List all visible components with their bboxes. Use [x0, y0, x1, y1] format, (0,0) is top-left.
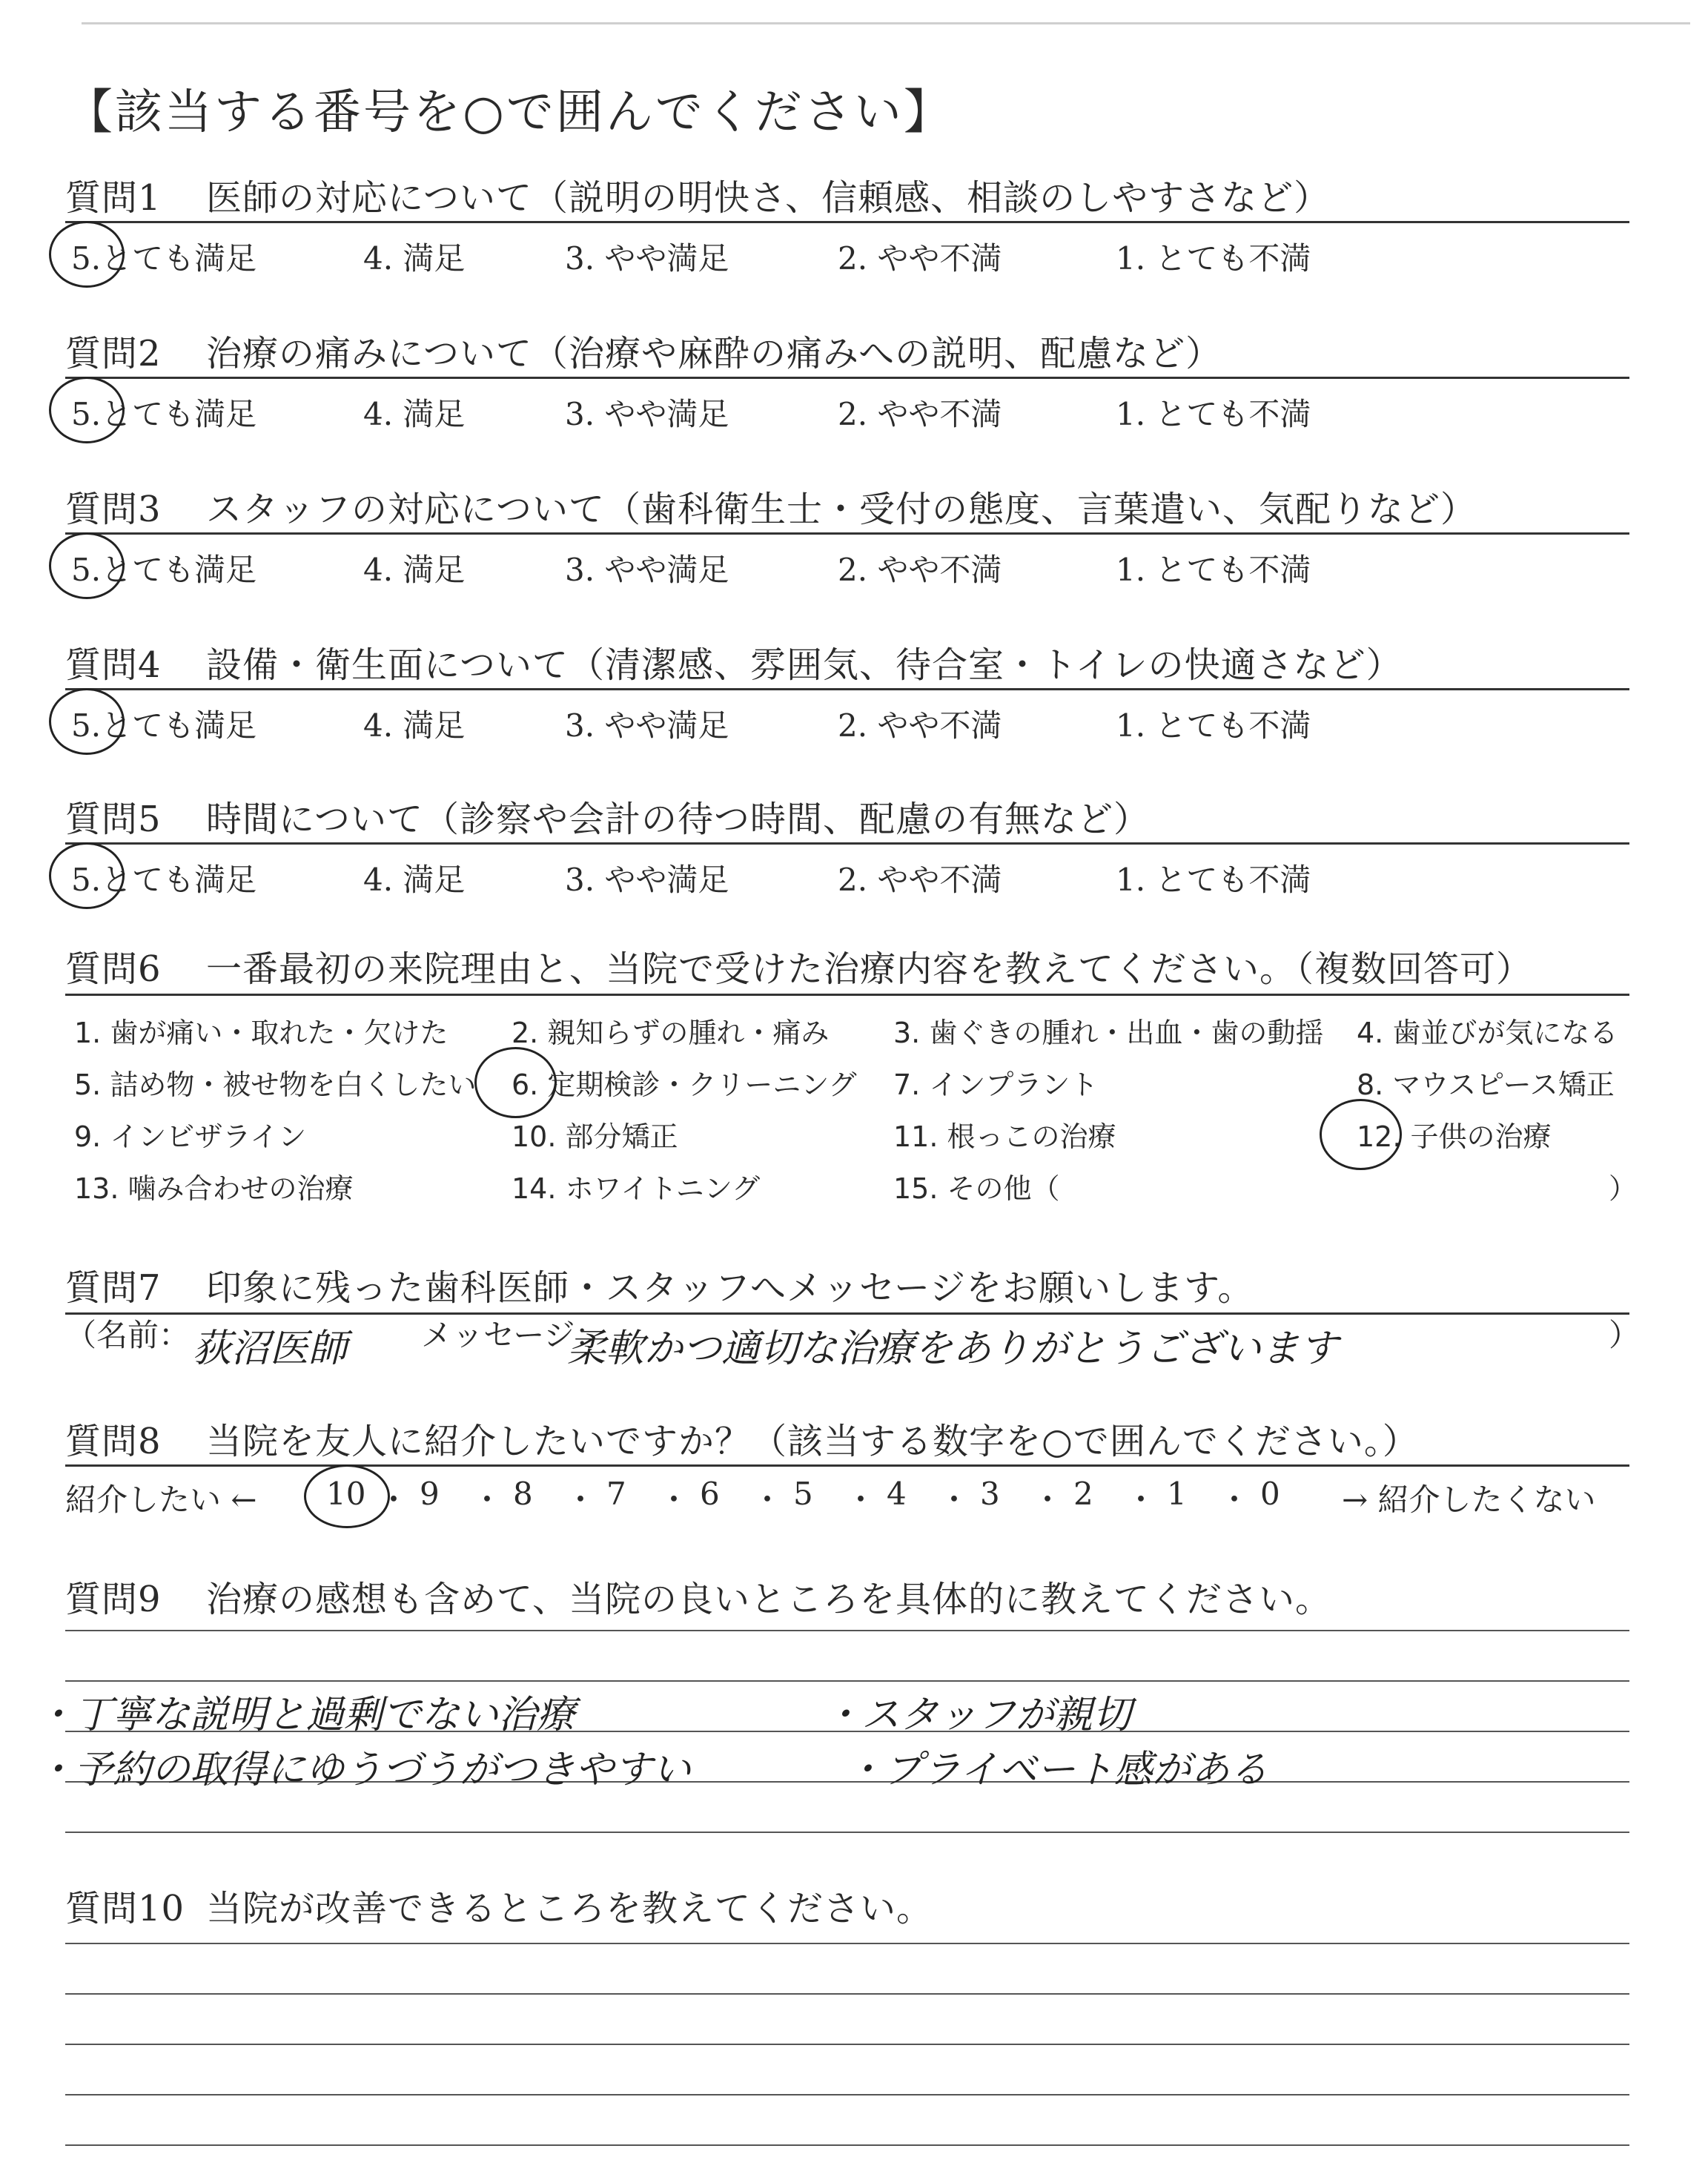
rating-option: 4. 満足	[363, 396, 466, 432]
answer-line	[65, 1630, 1629, 1631]
scale-value: 4	[887, 1476, 907, 1512]
page-title: 【該当する番号を○で囲んでください】	[65, 85, 953, 140]
top-border	[82, 22, 1690, 24]
answer-line	[65, 1993, 1629, 1995]
scale-value: 10	[326, 1476, 366, 1512]
not-recommend-label: → 紹介したくない	[1342, 1482, 1596, 1518]
question-rule	[65, 221, 1629, 223]
question-rule	[65, 532, 1629, 535]
rating-option: 5.とても満足	[71, 240, 257, 277]
treatment-option: 3. 歯ぐきの腫れ・出血・歯の動揺	[893, 1017, 1324, 1049]
selection-circle	[49, 688, 125, 755]
rating-option: 1. とても不満	[1116, 552, 1311, 588]
question-rule	[65, 842, 1629, 845]
rating-option: 3. やや満足	[565, 552, 729, 588]
question-8-rule	[65, 1464, 1629, 1467]
rating-option: 3. やや満足	[565, 240, 729, 277]
treatment-option: 12. 子供の治療	[1357, 1120, 1552, 1153]
answer-line	[65, 2094, 1629, 2095]
good-point-3: ・予約の取得にゆうづうがつきやすい	[36, 1748, 692, 1792]
treatment-option: 13. 噛み合わせの治療	[74, 1172, 354, 1205]
scale-separator: ・	[471, 1482, 503, 1518]
recommend-label: 紹介したい ←	[65, 1482, 257, 1518]
question-number: 質問9	[65, 1579, 162, 1620]
question-number: 質問1	[65, 177, 162, 219]
rating-option: 5.とても満足	[71, 396, 257, 432]
treatment-option: 9. インビザライン	[74, 1120, 307, 1153]
question-9-heading	[65, 1571, 1331, 1622]
question-number: 質問3	[65, 489, 162, 530]
treatment-option: 5. 詰め物・被せ物を白くしたい	[74, 1069, 477, 1101]
answer-line	[65, 1680, 1629, 1682]
question-2-heading	[65, 325, 1222, 376]
name-handwritten: 荻沼医師	[193, 1327, 348, 1371]
question-6-heading	[65, 940, 1532, 991]
question-6-rule	[65, 994, 1629, 996]
good-point-2: ・スタッフが親切	[823, 1693, 1132, 1737]
rating-option: 1. とても不満	[1116, 240, 1311, 277]
scale-value: 8	[513, 1476, 533, 1512]
scale-value: 5	[793, 1476, 813, 1512]
question-number: 質問6	[65, 948, 162, 990]
treatment-option: 14. ホワイトニング	[512, 1172, 761, 1205]
scale-separator: ・	[658, 1482, 690, 1518]
question-number: 質問10	[65, 1888, 185, 1929]
question-text: 医師の対応について（説明の明快さ、信頼感、相談のしやすさなど）	[206, 177, 1331, 219]
good-point-4: ・プライベート感がある	[845, 1748, 1268, 1792]
rating-option: 4. 満足	[363, 707, 466, 744]
question-7-rule	[65, 1312, 1629, 1315]
good-point-1: ・丁寧な説明と過剰でない治療	[36, 1693, 576, 1737]
treatment-option: 15. その他（	[893, 1172, 1060, 1205]
scale-separator: ・	[1032, 1482, 1064, 1518]
answer-line	[65, 1943, 1629, 1944]
rating-option: 4. 満足	[363, 862, 466, 898]
question-text: スタッフの対応について（歯科衛生士・受付の態度、言葉遣い、気配りなど）	[206, 489, 1477, 530]
rating-option: 1. とても不満	[1116, 396, 1311, 432]
treatment-option: 4. 歯並びが気になる	[1357, 1017, 1618, 1049]
message-handwritten: 柔軟かつ適切な治療をありがとうございます	[567, 1327, 1339, 1371]
selection-circle	[49, 842, 125, 909]
question-3-heading	[65, 480, 1477, 532]
question-number: 質問8	[65, 1421, 162, 1462]
treatment-option: 2. 親知らずの腫れ・痛み	[512, 1017, 830, 1049]
scale-value: 6	[700, 1476, 720, 1512]
treatment-option: 8. マウスピース矯正	[1357, 1069, 1615, 1101]
question-1-heading	[65, 169, 1330, 220]
answer-line	[65, 2144, 1629, 2146]
scale-separator: ・	[565, 1482, 597, 1518]
scale-value: 0	[1260, 1476, 1280, 1512]
rating-option: 2. やや不満	[838, 552, 1002, 588]
rating-option: 1. とても不満	[1116, 862, 1311, 898]
rating-option: 3. やや満足	[565, 707, 729, 744]
rating-option: 2. やや不満	[838, 396, 1002, 432]
question-text: 設備・衛生面について（清潔感、雰囲気、待合室・トイレの快適さなど）	[206, 644, 1403, 686]
question-rule	[65, 377, 1629, 379]
scale-value: 1	[1167, 1476, 1187, 1512]
question-number: 質問2	[65, 333, 162, 374]
scale-separator: ・	[939, 1482, 970, 1518]
rating-option: 1. とても不満	[1116, 707, 1311, 744]
question-text: 当院が改善できるところを教えてください。	[206, 1888, 933, 1929]
name-label: （名前：	[65, 1317, 191, 1353]
treatment-option: 1. 歯が痛い・取れた・欠けた	[74, 1017, 448, 1049]
selection-circle	[49, 377, 125, 443]
scale-value: 3	[980, 1476, 1000, 1512]
answer-line	[65, 1832, 1629, 1833]
selection-circle	[474, 1047, 557, 1118]
rating-option: 3. やや満足	[565, 862, 729, 898]
question-text: 治療の感想も含めて、当院の良いところを具体的に教えてください。	[206, 1579, 1332, 1620]
rating-option: 2. やや不満	[838, 707, 1002, 744]
question-number: 質問4	[65, 644, 162, 686]
scale-separator: ・	[378, 1482, 410, 1518]
rating-option: 4. 満足	[363, 240, 466, 277]
selection-circle	[1320, 1099, 1402, 1170]
question-number: 質問7	[65, 1267, 162, 1309]
scale-separator: ・	[1125, 1482, 1157, 1518]
selection-circle	[49, 221, 125, 288]
rating-option: 2. やや不満	[838, 862, 1002, 898]
question-10-heading	[65, 1880, 933, 1931]
scale-separator: ・	[1219, 1482, 1251, 1518]
question-5-heading	[65, 790, 1150, 842]
treatment-option: 11. 根っこの治療	[893, 1120, 1116, 1153]
question-number: 質問5	[65, 799, 162, 840]
rating-option: 5.とても満足	[71, 862, 257, 898]
treatment-option: 10. 部分矯正	[512, 1120, 678, 1153]
rating-option: 4. 満足	[363, 552, 466, 588]
answer-line	[65, 2044, 1629, 2045]
question-4-heading	[65, 636, 1403, 687]
question-text: 当院を友人に紹介したいですか？（該当する数字を○で囲んでください。）	[206, 1421, 1419, 1462]
rating-option: 5.とても満足	[71, 707, 257, 744]
rating-option: 2. やや不満	[838, 240, 1002, 277]
message-label: メッセージ：	[421, 1317, 606, 1353]
treatment-option: 7. インプラント	[893, 1069, 1099, 1101]
question-text: 時間について（診察や会計の待つ時間、配慮の有無など）	[206, 799, 1151, 840]
selection-circle	[49, 532, 125, 599]
scale-separator: ・	[752, 1482, 784, 1518]
rating-option: 3. やや満足	[565, 396, 729, 432]
question-text: 一番最初の来院理由と、当院で受けた治療内容を教えてください。（複数回答可）	[206, 948, 1533, 990]
close-paren: ）	[1609, 1317, 1641, 1353]
question-7-heading	[65, 1259, 1254, 1310]
question-rule	[65, 688, 1629, 690]
question-8-heading	[65, 1413, 1419, 1464]
rating-option: 5.とても満足	[71, 552, 257, 588]
selection-circle	[304, 1464, 390, 1528]
question-text: 印象に残った歯科医師・スタッフへメッセージをお願いします。	[206, 1267, 1254, 1309]
scale-value: 2	[1073, 1476, 1093, 1512]
question-text: 治療の痛みについて（治療や麻酔の痛みへの説明、配慮など）	[206, 333, 1222, 374]
scale-value: 7	[606, 1476, 626, 1512]
other-close-paren: ）	[1609, 1172, 1638, 1205]
treatment-option: 6. 定期検診・クリーニング	[512, 1069, 857, 1101]
scale-separator: ・	[845, 1482, 877, 1518]
scale-value: 9	[420, 1476, 440, 1512]
